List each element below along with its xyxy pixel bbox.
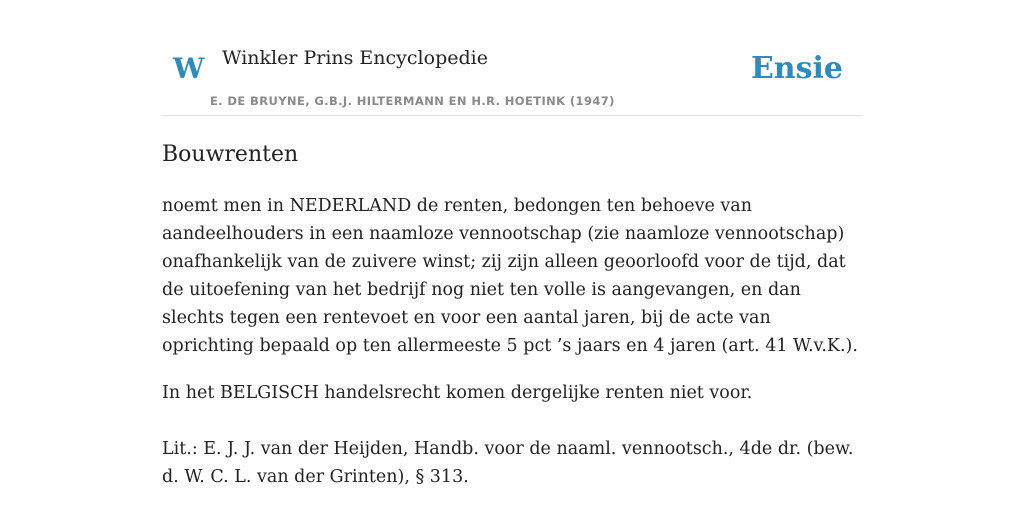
header-divider xyxy=(162,115,862,116)
site-title[interactable]: Winkler Prins Encyclopedie xyxy=(222,47,488,69)
article-paragraph: In het BELGISCH handelsrecht komen dergelijke renten niet voor. xyxy=(162,383,753,403)
ensie-brand-logo[interactable]: Ensie xyxy=(750,51,843,86)
literature-reference: Lit.: E. J. J. van der Heijden, Handb. voor de naaml. vennootsch., 4de dr. (bew. d. W. C. L. van der Grinten), § 313. xyxy=(162,439,854,487)
article-title: Bouwrenten xyxy=(162,142,299,167)
authors-line: E. DE BRUYNE, G.B.J. HILTERMANN EN H.R. HOETINK (1947) xyxy=(210,94,615,108)
article-paragraph: noemt men in NEDERLAND de renten, bedongen ten behoeve van aandeelhouders in een naamloze vennootschap (zie naamloze vennootschap) onafhankelijk van de zuivere winst; zij zijn alleen geoorloofd voor de tijd, dat de uitoefening van het bedrijf nog niet ten volle is aangevangen, en dan slechts tegen een rentevoet en voor een aantal jaren, bij de acte van oprichting bepaald op ten allermeeste 5 pct ’s jaars en 4 jaren (art. 41 W.v.K.). xyxy=(162,196,858,356)
winkler-prins-logo[interactable]: W xyxy=(173,52,205,85)
